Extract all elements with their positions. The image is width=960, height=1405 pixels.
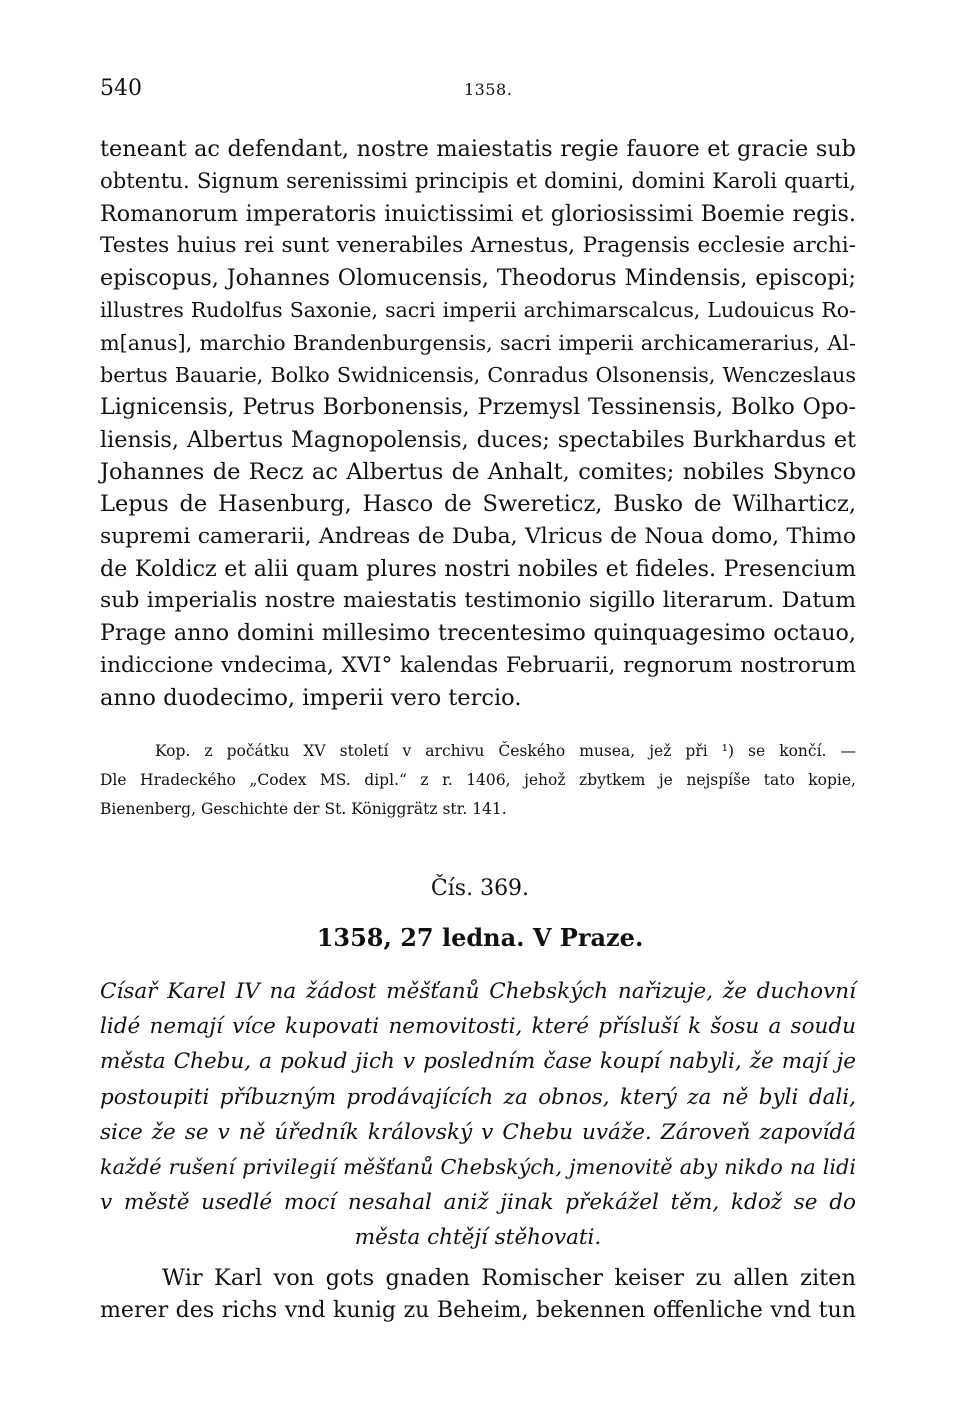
note-line: Bienenberg, Geschichte der St. Königgrätz str. 141. — [100, 800, 507, 818]
text-line: illustres Rudolfus Saxonie, sacri imperii archimarscalcus, Ludouicus Ro- — [100, 298, 856, 323]
regest-line: v městě usedlé mocí nesahal aniž jinak překážel těm, kdož se do — [100, 1190, 856, 1216]
note-line: Kop. z počátku XV století v archivu Českého musea, jež při ¹) se končí. — — [155, 742, 856, 760]
text-line: Johannes de Recz ac Albertus de Anhalt, comites; nobiles Sbynco — [100, 458, 856, 485]
regest-line: každé rušení privilegií měšťanů Chebských, jmenovitě aby nikdo na lidi — [100, 1155, 856, 1180]
regest-line: Císař Karel IV na žádost měšťanů Chebských nařizuje, že duchovní — [100, 979, 856, 1004]
text-line: Wir Karl von gots gnaden Romischer keiser zu allen ziten — [162, 1265, 856, 1291]
text-line: m[anus], marchio Brandenburgensis, sacri imperii archicamerarius, Al- — [100, 330, 856, 355]
regest-line: postoupiti příbuzným prodávajících za obnos, který za ně byli dali, — [100, 1084, 856, 1110]
text-line: Lepus de Hasenburg, Hasco de Swereticz, Busko de Wilharticz, — [100, 491, 856, 518]
text-line: teneant ac defendant, nostre maiestatis regie fauore et gracie sub — [100, 136, 856, 162]
regest-summary — [100, 974, 856, 1256]
document-date-place: 1358, 27 ledna. V Praze. — [316, 923, 644, 952]
text-line: Testes huius rei sunt venerabiles Arnestus, Pragensis ecclesie archi- — [100, 232, 856, 258]
german-charter-text — [100, 1262, 856, 1326]
text-line: Lignicensis, Petrus Borbonensis, Przemysl Tessinensis, Bolko Opo- — [100, 394, 856, 421]
regest-line: města Chebu, a pokud jich v posledním čase koupí nabyli, že mají je — [100, 1049, 856, 1075]
regest-line: města chtějí stěhovati. — [354, 1225, 602, 1251]
text-line: anno duodecimo, imperii vero tercio. — [100, 685, 522, 712]
source-note — [100, 737, 856, 824]
latin-charter-text — [100, 133, 856, 714]
text-line: Romanorum imperatoris inuictissimi et gloriosissimi Boemie regis. — [100, 200, 856, 227]
running-head-year: 1358. — [464, 80, 513, 99]
note-line: Dle Hradeckého „Codex MS. dipl.“ z r. 1406, jehož zbytkem je nejspíše tato kopie, — [100, 771, 856, 789]
text-line: Prage anno domini millesimo trecentesimo quinquagesimo octauo, — [100, 620, 856, 647]
text-line: bertus Bauarie, Bolko Swidnicensis, Conradus Olsonensis, Wenczeslaus — [100, 363, 856, 388]
document-number: Čís. 369. — [430, 876, 530, 901]
page-number: 540 — [100, 76, 142, 101]
regest-line: sice že se v ně úředník královský v Chebu uváže. Zároveň zapovídá — [100, 1119, 856, 1145]
text-line: sub imperialis nostre maiestatis testimonio sigillo literarum. Datum — [100, 588, 856, 614]
text-line: obtentu. Signum serenissimi principis et domini, domini Karoli quarti, — [100, 168, 856, 194]
text-line: indiccione vndecima, XVI° kalendas Februarii, regnorum nostrorum — [100, 652, 856, 678]
regest-line: lidé nemají více kupovati nemovitosti, které přísluší k šosu a soudu — [100, 1014, 856, 1040]
text-line: merer des richs vnd kunig zu Beheim, bekennen offenliche vnd tun — [100, 1297, 856, 1323]
text-line: liensis, Albertus Magnopolensis, duces; spectabiles Burkhardus et — [100, 426, 856, 453]
text-line: supremi camerarii, Andreas de Duba, Vlricus de Noua domo, Thimo — [100, 523, 856, 549]
text-line: de Koldicz et alii quam plures nostri nobiles et fideles. Presencium — [100, 555, 856, 582]
text-line: episcopus, Johannes Olomucensis, Theodorus Mindensis, episcopi; — [100, 265, 856, 292]
